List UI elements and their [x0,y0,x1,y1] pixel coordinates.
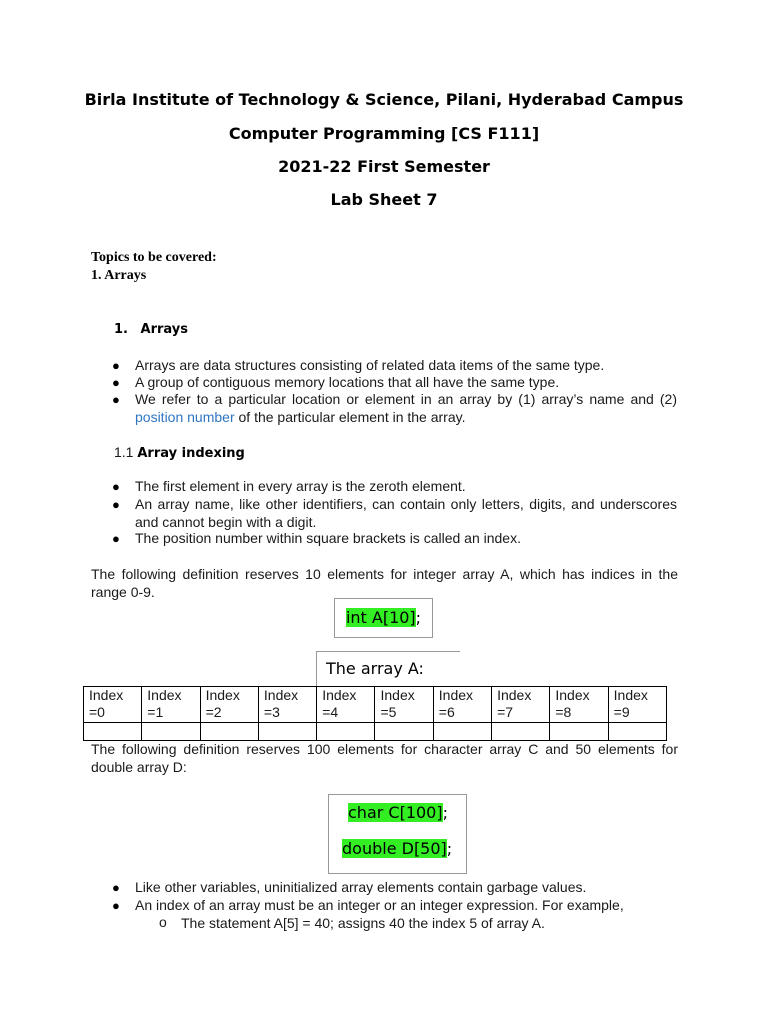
code-highlight: int A[10] [345,608,416,627]
index-header-cell: Index =7 [492,687,550,723]
index-value-cell [142,723,200,741]
bullet-icon: ● [112,497,120,512]
subsection-number: 1.1 [114,444,134,460]
list-item: A group of contiguous memory locations that all have the same type. [135,374,560,390]
sub-list-item: The statement A[5] = 40; assigns 40 the index 5 of array A. [181,915,545,931]
paragraph: The following definition reserves 100 elements for character array C and 50 elements for double array D: [91,741,678,775]
index-value-cell [492,723,550,741]
index-header-cell: Index =3 [258,687,316,723]
list-item: An index of an array must be an integer or an integer expression. For example, [135,897,624,913]
index-header-cell: Index =6 [433,687,491,723]
list-item: Arrays are data structures consisting of related data items of the same type. [135,357,605,373]
index-value-cell [375,723,433,741]
course-title: Computer Programming [CS F111] [228,124,540,143]
position-number-link: position number [135,408,235,425]
index-header-cell: Index =4 [317,687,375,723]
bullet-icon: ● [112,375,120,390]
list-item: The position number within square brackets is called an index. [135,530,521,546]
subsection-title: Array indexing [137,446,245,461]
code-highlight: char C[100] [348,803,443,822]
topics-label: Topics to be covered: [91,250,217,265]
code-snippet: char C[100]; double D[50]; [328,794,467,874]
sub-bullet-icon: o [159,914,167,930]
index-value-cell [84,723,142,741]
topics-item: 1. Arrays [91,268,147,283]
section-1-1-heading [114,444,245,463]
bullet-icon: ● [112,358,120,373]
code-snippet: int A[10]; [334,598,433,638]
index-header-cell: Index =1 [142,687,200,723]
list-item: We refer to a particular location or element in an array by (1) array’s name and (2) position number of the particular element in the array. [135,391,677,425]
code-highlight: double D[50] [342,839,447,858]
section-title: Arrays [140,322,188,337]
bullet-icon: ● [112,479,120,494]
index-header-cell: Index =0 [84,687,142,723]
lab-sheet-title: Lab Sheet 7 [330,190,438,209]
index-header-cell: Index =8 [550,687,608,723]
index-value-cell [550,723,608,741]
list-item: The first element in every array is the zeroth element. [135,478,466,494]
bullet-icon: ● [112,898,120,913]
index-table [83,686,667,741]
bullet-icon: ● [112,392,120,407]
index-header-cell: Index =9 [608,687,666,723]
bullet-icon: ● [112,880,120,895]
list-item: An array name, like other identifiers, can contain only letters, digits, and underscores and cannot begin with a digit. [135,496,677,530]
list-item: Like other variables, uninitialized array elements contain garbage values. [135,879,587,895]
index-header-cell: Index =2 [200,687,258,723]
semester-title: 2021-22 First Semester [278,157,490,176]
institute-title: Birla Institute of Technology & Science, Pilani, Hyderabad Campus [84,90,684,109]
index-value-cell [200,723,258,741]
paragraph: The following definition reserves 10 elements for integer array A, which has indices in the range 0-9. [91,566,678,600]
array-caption: The array A: [316,651,460,686]
index-header-cell: Index =5 [375,687,433,723]
section-1-heading [114,322,188,337]
index-value-cell [433,723,491,741]
index-value-cell [608,723,666,741]
section-number: 1. [114,322,128,337]
index-value-cell [317,723,375,741]
index-value-cell [258,723,316,741]
bullet-icon: ● [112,531,120,546]
